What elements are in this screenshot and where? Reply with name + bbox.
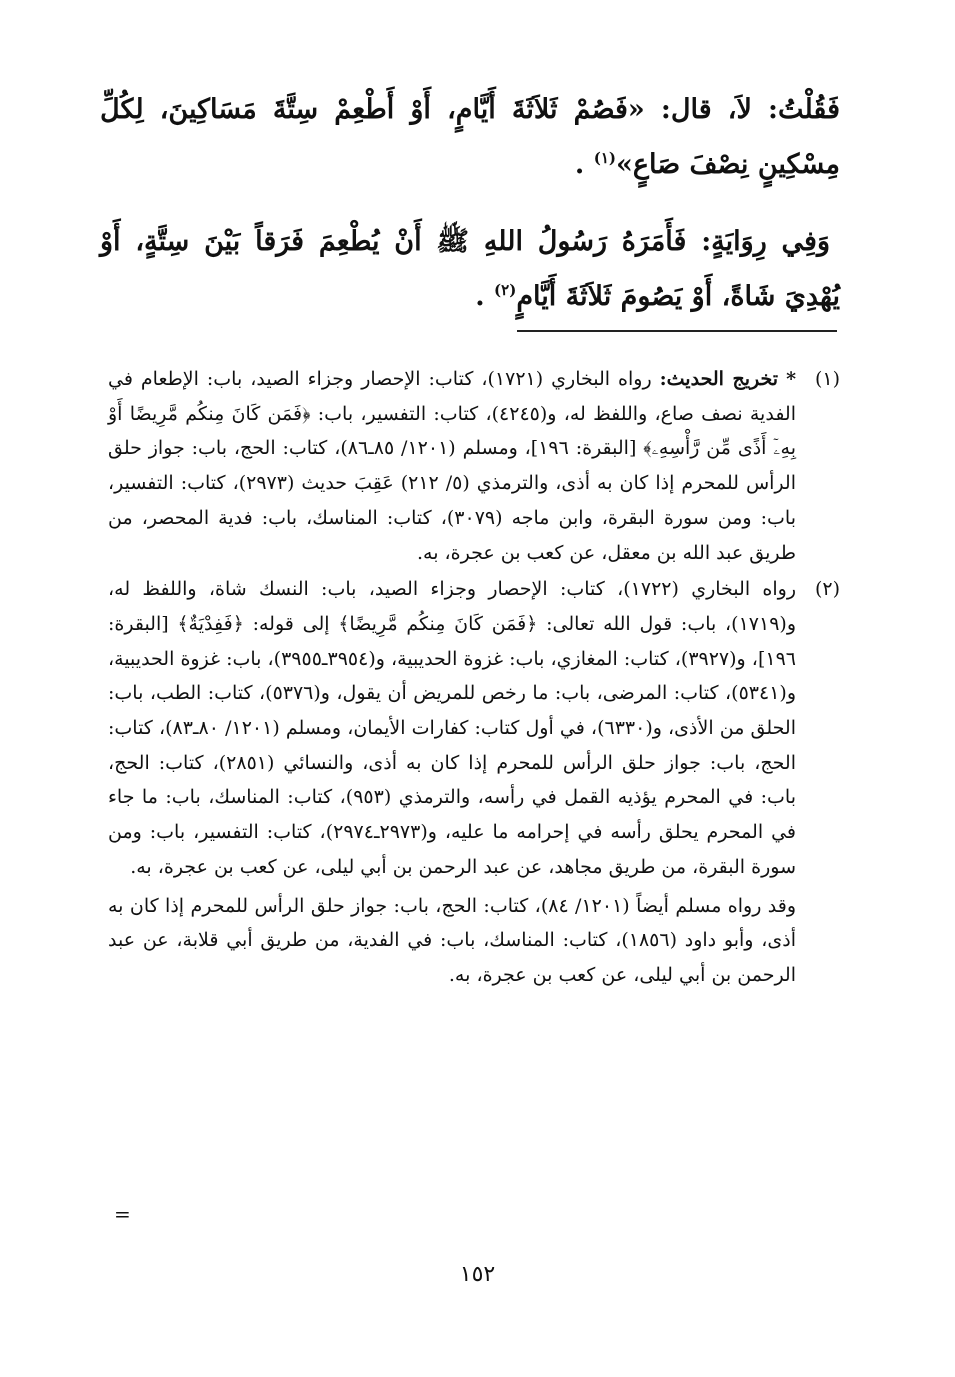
paragraph-1-end: . [574, 149, 585, 180]
asterisk-icon: * [786, 368, 797, 390]
paragraph-1-text: فَقُلْتُ: لاَ، قال: «فَصُمْ ثَلاَثَةَ أَيَّامٍ، أَوْ أَطْعِمْ سِتَّةَ مَسَاكِينَ، لِكُلِّ مِسْكِينٍ نِصْفَ صَاعٍ» [100, 94, 840, 180]
main-paragraph-1 [100, 82, 840, 192]
footnote-ref-1: (١) [593, 149, 617, 167]
footnote-1-number: (١) [814, 368, 840, 390]
footnote-2-continuation: وقد رواه مسلم أيضاً (١٢٠١/ ٨٤)، كتاب: الحج، باب: جواز حلق الرأس للمحرم إذا كان به أذى، وأبو داود (١٨٥٦)، كتاب: المناسك، باب: في الفدية، من طريق أبي قلابة، عن عبد الرحمن بن أبي ليلى، عن كعب بن عجرة، به. [108, 894, 797, 986]
footnote-1-body [108, 362, 796, 570]
main-text [100, 82, 840, 324]
footnote-divider [517, 330, 837, 332]
page-number: ١٥٢ [459, 1262, 496, 1287]
footnote-1-text: رواه البخاري (١٧٢١)، كتاب: الإحصار وجزاء الصيد، باب: الإطعام في الفدية نصف صاع، واللفظ له، و(٤٢٤٥)، كتاب: التفسير، باب: ﴿فَمَن كَانَ مِنكُم مَّرِيضًا أَوْ بِهِۦٓ أَذًى مِّن رَّأْسِهِۦ﴾ [البقرة: ١٩٦]، ومسلم (١٢٠١/ ٨٥ـ٨٦)، كتاب: الحج، باب: جواز حلق الرأس للمحرم إذا كان به أذى، والترمذي (٥/ ٢١٢) عَقِبَ حديث (٢٩٧٣)، كتاب: التفسير، باب: ومن سورة البقرة، وابن ماجه (٣٠٧٩)، كتاب: المناسك، باب: فدية المحصر، من طريق عبد الله بن معقل، عن كعب بن عجرة، به. [108, 368, 796, 564]
footnote-2 [108, 572, 840, 884]
paragraph-2-text: وَفِي رِوَايَةٍ: فَأَمَرَهُ رَسُولُ اللهِ ﷺ أَنْ يُطْعِمَ فَرَقاً بَيْنَ سِتَّةٍ، أَوْ يُهْدِيَ شَاةً، أَوْ يَصُومَ ثَلاَثَةَ أَيَّامٍ [100, 226, 840, 312]
footnote-1-lead: تخريج الحديث: [659, 368, 779, 390]
continuation-mark: = [114, 1202, 131, 1226]
footnote-1 [108, 362, 840, 570]
footnote-2-text: رواه البخاري (١٧٢٢)، كتاب: الإحصار وجزاء الصيد، باب: النسك شاة، واللفظ له، و(١٧١٩)، باب: قول الله تعالى: ﴿فَمَن كَانَ مِنكُم مَّرِيضًا﴾ إلى قوله: ﴿فَفِدْيَةٌ﴾ [البقرة: ١٩٦]، و(٣٩٢٧)، كتاب: المغازي، باب: غزوة الحديبية، و(٣٩٥٤ـ٣٩٥٥)، باب: غزوة الحديبية، و(٥٣٤١)، كتاب: المرضى، باب: ما رخص للمريض أن يقول، و(٥٣٧٦)، كتاب: الطب، باب: الحلق من الأذى، و(٦٣٣٠)، في أول كتاب: كفارات الأيمان، ومسلم (١٢٠١/ ٨٠ـ٨٣)، كتاب: الحج، باب: جواز حلق الرأس للمحرم إذا كان به أذى، والنسائي (٢٨٥١)، كتاب: الحج، باب: في المحرم يؤذيه القمل في رأسه، والترمذي (٩٥٣)، كتاب: المناسك، باب: ما جاء في المحرم يحلق رأسه في إحرامه ما عليه، و(٢٩٧٣ـ٢٩٧٤)، كتاب: التفسير، باب: ومن سورة البقرة، من طريق مجاهد، عن عبد الرحمن بن أبي ليلى، عن كعب بن عجرة، به. [108, 578, 796, 878]
footnotes [108, 362, 840, 993]
main-paragraph-2 [100, 214, 840, 324]
footnote-ref-2: (٢) [494, 281, 517, 299]
footnote-2-number: (٢) [814, 578, 840, 601]
paragraph-2-end: . [475, 281, 485, 312]
